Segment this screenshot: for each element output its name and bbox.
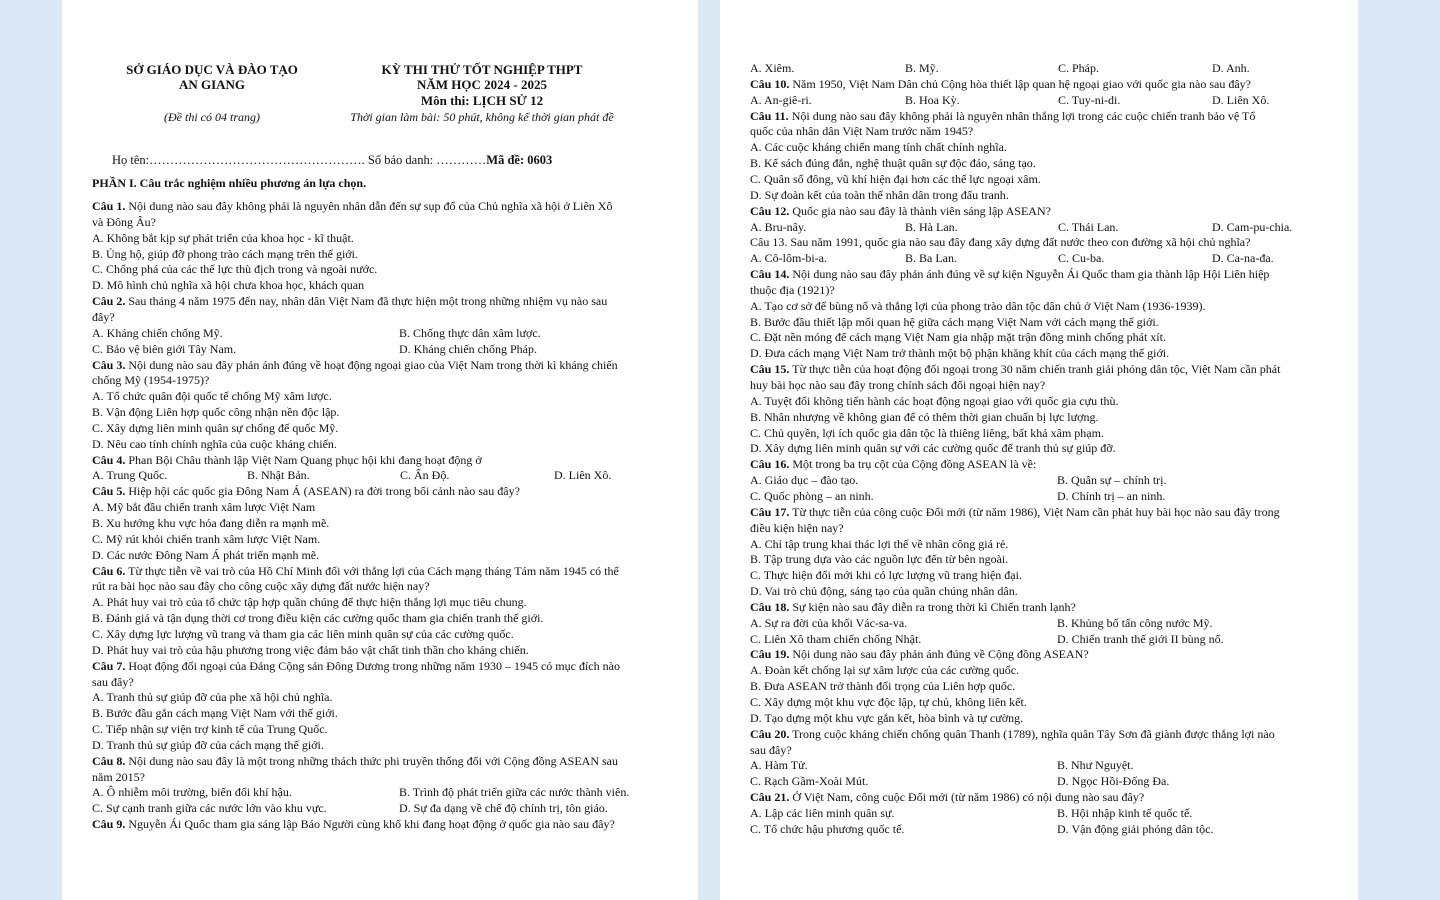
answer-option: A. Trung Quốc. [92,468,168,483]
text-line [750,235,1250,250]
text-line [750,156,1036,171]
line-text: Câu 13. Sau năm 1991, quốc gia nào sau đây đang xây dựng đất nước theo con đường xã hội chủ nghĩa? [750,235,1251,250]
line-text: A. Các cuộc kháng chiến mang tính chất chính nghĩa. [750,140,1007,155]
answer-option: B. Như Nguyệt. [1057,758,1134,773]
text-line [750,521,844,536]
answer-option: A. Cô-lôm-bi-a. [750,251,827,266]
text-line [92,389,332,404]
answer-option: C. Tổ chức hậu phương quốc tế. [750,821,905,836]
text-line [92,643,529,658]
line-text: D. Xây dựng liên minh quân sự với các cường quốc để tranh thủ sự giúp đỡ. [750,441,1116,456]
answer-option: B. Mỹ. [905,61,939,75]
question-stem [750,204,1051,219]
line-text: thuộc địa (1921)? [750,282,835,297]
line-text: Nội dung nào sau đây phản ánh đúng về sự kiện Nguyễn Ái Quốc tham gia thành lập Hội Liên hiệp [789,267,1270,282]
line-text: Nội dung nào sau đây phản ánh đúng về Cộng đồng ASEAN? [789,647,1089,662]
answer-option: A. An-giê-ri. [750,92,812,107]
answer-option: A. Lập các liên minh quân sự. [750,805,895,820]
answer-option: A. Hàm Tử. [750,758,808,773]
line-text: D. Mô hình chủ nghĩa xã hội chưa khoa học, khách quan [92,278,365,293]
answer-option: D. Liên Xô. [1212,92,1270,107]
line-text: điều kiện hiện nay? [750,520,844,535]
text-line [92,247,358,262]
answer-option: A. Ô nhiễm môi trường, biến đổi khí hậu. [92,785,292,800]
question-number: Câu 20. [750,726,790,741]
text-line [750,346,1169,361]
text-line [92,310,115,325]
text-line [750,299,1205,314]
text-line [92,500,315,515]
line-text: B. Ủng hộ, giúp đỡ phong trào cách mạng trên thế giới. [92,246,358,261]
text-line [750,568,1022,583]
text-line [750,315,1159,330]
question-stem [750,457,1036,472]
line-text: A. Đoàn kết chống lại sự xâm lược của các cường quốc. [750,663,1020,678]
question-stem [92,358,618,373]
line-text: C. Tiếp nhận sự viện trợ kinh tế của Trung Quốc. [92,722,328,737]
line-text: C. Quân số đông, vũ khí hiện đại hơn các thế lực ngoại xâm. [750,171,1041,186]
text-line [92,405,339,420]
question-stem [92,564,619,579]
text-line [92,215,156,230]
answer-option: D. Chiến tranh thế giới II bùng nổ. [1057,631,1224,646]
text-line [92,437,337,452]
question-number: Câu 5. [92,484,126,499]
department-name: SỞ GIÁO DỤC VÀ ĐÀO TẠO [126,62,298,77]
question-stem [750,77,1251,92]
text-line [92,548,319,563]
line-text: Từ thực tiễn của hoạt động đối ngoại trong 30 năm chiến tranh giải phóng dân tộc, Việt Nam cần phát [789,362,1281,377]
line-text: B. Kế sách đúng đắn, nghệ thuật quân sự độc đáo, sáng tạo. [750,156,1036,171]
text-line [750,711,1023,726]
line-text: B. Tập trung dựa vào các nguồn lực đến từ bên ngoài. [750,552,1009,567]
line-text: D. Đưa cách mạng Việt Nam trở thành một bộ phận khăng khít của cách mạng thế giới. [750,346,1170,361]
question-number: Câu 4. [92,452,126,467]
text-line [92,690,333,705]
text-line [750,394,1118,409]
line-text: Nội dung nào sau đây là một trong những thách thức phi truyền thống đối với Cộng đồng ASEAN sau [125,753,618,768]
line-text: D. Sự đoàn kết của toàn thể nhân dân trong đấu tranh. [750,187,1009,202]
question-number: Câu 6. [92,563,126,578]
line-text: C. Chống phá của các thế lực thù địch trong và ngoài nước. [92,262,378,277]
line-text: B. Nhân nhượng về không gian để có thêm thời gian chuẩn bị lực lượng. [750,409,1099,424]
answer-option: B. Khủng bố tấn công nước Mỹ. [1057,615,1213,630]
answer-option: C. Thái Lan. [1058,219,1119,234]
answer-option: B. Hội nhập kinh tế quốc tế. [1057,805,1193,820]
question-stem [92,659,620,674]
name-and-id-fields: Họ tên:……………………………………………. Số báo danh: ………… [112,153,487,167]
line-text: C. Xây dựng lực lượng vũ trang và tham gia các liên minh quân sự của các cường quốc. [92,626,514,641]
answer-option: D. Sự đa dạng về chế độ chính trị, tôn giáo. [399,801,608,816]
line-text: Sự kiện nào sau đây diễn ra trong thời kì Chiến tranh lạnh? [789,599,1076,614]
question-stem [750,109,1255,124]
answer-option: C. Bảo vệ biên giới Tây Nam. [92,341,237,356]
text-line [92,532,320,547]
line-text: C. Mỹ rút khỏi chiến tranh xâm lược Việt Nam. [92,531,321,546]
answer-option: D. Liên Xô. [554,468,612,483]
line-text: Hiệp hội các quốc gia Đông Nam Á (ASEAN) ra đời trong bối cảnh nào sau đây? [125,484,520,499]
line-text: rút ra bài học nào sau đây cho công cuộc xây dựng đất nước hiện nay? [92,579,430,594]
question-number: Câu 9. [92,817,126,832]
question-stem [750,267,1269,282]
line-text: sau đây? [92,674,134,689]
line-text: C. Thực hiện đổi mới khi có lực lượng vũ trang hiện đại. [750,568,1022,583]
line-text: A. Tạo cơ sở để bùng nổ và thắng lợi của phong trào dân tộc dân chủ ở Việt Nam (1936-1939). [750,298,1206,313]
text-line [92,595,527,610]
text-line [92,231,354,246]
text-line [750,584,1018,599]
text-line [750,537,1008,552]
line-text: năm 2015? [92,769,145,784]
answer-option: C. Rạch Gầm-Xoài Mút. [750,774,869,789]
text-line [750,140,1007,155]
line-text: Nội dung nào sau đây không phải là nguyên nhân thắng lợi trong các cuộc chiến tranh bảo vệ Tổ [788,108,1256,123]
question-number: Câu 21. [750,790,790,805]
text-line [92,579,430,594]
answer-option: A. Xiêm. [750,61,795,75]
answer-option: B. Trình độ phát triển giữa các nước thành viên. [399,785,630,800]
answer-option: B. Quân sự – chính trị. [1057,473,1167,488]
answer-option: C. Tuy-ni-di. [1058,92,1121,107]
answer-option: A. Sự ra đời của khối Vác-sa-va. [750,615,908,630]
question-number: Câu 7. [92,658,126,673]
question-number: Câu 14. [750,267,790,282]
answer-option: D. Vận động giải phóng dân tộc. [1057,821,1214,836]
answer-option: D. Ngọc Hồi-Đống Đa. [1057,774,1170,789]
answer-option: D. Kháng chiến chống Pháp. [399,341,537,356]
text-line [750,283,835,298]
answer-option: C. Liên Xô tham chiến chống Nhật. [750,631,922,646]
question-stem [750,790,1144,805]
text-line [92,770,145,785]
text-line [92,706,338,721]
line-text: C. Xây dựng một khu vực độc lập, tự chủ, không liên kết. [750,695,1027,709]
question-stem [92,817,615,832]
answer-option: C. Ấn Độ. [400,468,450,483]
answer-option: A. Bru-nây. [750,219,807,234]
question-number: Câu 19. [750,647,790,662]
question-number: Câu 15. [750,362,790,377]
text-line [92,421,338,436]
text-line [92,738,324,753]
line-text: D. Vai trò chủ động, sáng tạo của quần chúng nhân dân. [750,584,1018,599]
exam-duration: Thời gian làm bài: 50 phút, không kể thời gian phát đề [350,110,614,124]
text-line [92,516,329,531]
line-text: A. Chỉ tập trung khai thác lợi thế về nhân công giá rẻ. [750,536,1009,551]
text-line [750,663,1019,678]
exam-page-2 [720,0,1358,900]
answer-option: C. Sự cạnh tranh giữa các nước lớn vào khu vực. [92,801,327,816]
line-text: Quốc gia nào sau đây là thành viên sáng lập ASEAN? [789,203,1051,218]
text-line [750,695,1027,710]
question-number: Câu 17. [750,504,790,519]
question-stem [750,505,1280,520]
line-text: Trong cuộc kháng chiến chống quân Thanh (1789), nghĩa quân Tây Sơn đã giành được thắng lợi nào [789,726,1275,741]
line-text: chống Mỹ (1954-1975)? [92,373,210,388]
school-year: NĂM HỌC 2024 - 2025 [417,77,547,92]
text-line [750,172,1041,187]
line-text: Một trong ba trụ cột của Cộng đồng ASEAN là về: [789,457,1037,472]
line-text: C. Đặt nền móng để cách mạng Việt Nam gia nhập mặt trận đồng minh chống phát xít. [750,330,1166,345]
text-line [750,743,792,758]
line-text: B. Đưa ASEAN trở thành đối trọng của Liên hợp quốc. [750,679,1016,694]
part-title: PHẦN I. Câu trắc nghiệm nhiều phương án lựa chọn. [92,176,367,190]
text-line [92,627,514,642]
line-text: C. Chủ quyền, lợi ích quốc gia dân tộc là thiêng liêng, bất khả xâm phạm. [750,425,1104,440]
question-number: Câu 10. [750,76,790,91]
candidate-info-line [112,153,552,168]
question-stem [750,727,1275,742]
line-text: Hoạt động đối ngoại của Đảng Cộng sản Đông Dương trong những năm 1930 – 1945 có mục đích nào [125,658,620,673]
line-text: quốc của nhân dân Việt Nam trước năm 1945? [750,124,974,139]
text-line [750,410,1099,425]
line-text: A. Phát huy vai trò của tổ chức tập hợp quần chúng để thực hiện thắng lợi mục tiêu chung. [92,595,527,610]
text-line [750,426,1104,441]
question-stem [92,294,607,309]
line-text: A. Tuyệt đối không tiến hành các hoạt động ngoại giao với quốc gia cựu thù. [750,393,1119,408]
line-text: B. Bước đầu thiết lập mối quan hệ giữa cách mạng Việt Nam với cách mạng thế giới. [750,314,1159,329]
line-text: B. Vận động Liên hợp quốc công nhận nền độc lập. [92,405,340,420]
question-number: Câu 18. [750,599,790,614]
answer-option: D. Anh. [1212,61,1250,75]
line-text: B. Xu hướng khu vực hóa đang diễn ra mạnh mẽ. [92,516,330,530]
line-text: A. Không bắt kịp sự phát triển của khoa học - kĩ thuật. [92,230,354,245]
line-text: D. Các nước Đông Nam Á phát triển mạnh mẽ. [92,547,320,562]
text-line [750,124,973,139]
answer-option: D. Cam-pu-chia. [1212,219,1293,234]
text-line [92,373,209,388]
question-stem [92,453,482,468]
line-text: D. Tạo dựng một khu vực gắn kết, hòa bình và tự cường. [750,710,1024,725]
line-text: C. Xây dựng liên minh quân sự chống đế quốc Mỹ. [92,420,339,435]
exam-title: KỲ THI THỬ TỐT NGHIỆP THPT [381,62,583,77]
question-stem [750,362,1280,377]
question-number: Câu 11. [750,108,789,123]
answer-option: B. Nhật Bản. [247,468,310,483]
question-stem [92,199,612,214]
exam-code: Mã đề: 0603 [486,153,553,167]
line-text: Nguyễn Ái Quốc tham gia sáng lập Báo Người cùng khổ khi đang hoạt động ở quốc gia nào sau đây? [125,817,615,832]
exam-page-1 [62,0,698,900]
page-count-note: (Đề thi có 04 trang) [164,110,260,124]
line-text: D. Nêu cao tính chính nghĩa của cuộc kháng chiến. [92,436,337,451]
line-text: Từ thực tiễn của công cuộc Đổi mới (từ năm 1986), Việt Nam cần phát huy bài học nào sau đây trong [789,504,1280,519]
line-text: Nội dung nào sau đây phản ánh đúng về hoạt động ngoại giao của Việt Nam trong thời kì kháng chiến [125,357,618,372]
text-line [750,378,1045,393]
line-text: Ở Việt Nam, công cuộc Đổi mới (từ năm 1986) có nội dung nào sau đây? [789,790,1145,805]
text-line [750,679,1015,694]
text-line [750,552,1008,567]
text-line [92,278,364,293]
line-text: A. Tổ chức quân đội quốc tế chống Mỹ xâm lược. [92,389,332,404]
text-line [750,188,1009,203]
line-text: D. Tranh thủ sự giúp đỡ của cách mạng thế giới. [92,737,324,752]
answer-option: A. Giáo dục – đào tạo. [750,473,859,488]
line-text: B. Bước đầu gắn cách mạng Việt Nam với thế giới. [92,706,338,721]
text-line [92,611,543,626]
question-stem [750,647,1089,662]
text-line [750,441,1116,456]
line-text: B. Đánh giá và tận dụng thời cơ trong điều kiện các cường quốc tham gia chiến tranh thế giới. [92,611,544,626]
line-text: A. Tranh thủ sự giúp đỡ của phe xã hội chủ nghĩa. [92,690,333,705]
answer-option: A. Kháng chiến chống Mỹ. [92,325,223,340]
answer-option: C. Cu-ba. [1058,251,1105,266]
line-text: Sau tháng 4 năm 1975 đến nay, nhân dân Việt Nam đã thực hiện một trong những nhiệm vụ nào sau [125,294,608,309]
answer-option: B. Chống thực dân xâm lược. [399,325,541,340]
answer-option: D. Chính trị – an ninh. [1057,488,1166,503]
line-text: đây? [92,309,115,324]
line-text: Từ thực tiễn về vai trò của Hồ Chí Minh đối với thắng lợi của Cách mạng tháng Tám năm 1945 có thể [125,563,619,578]
text-line [92,675,134,690]
province-name: AN GIANG [178,77,246,92]
answer-option: B. Hà Lan. [905,219,958,234]
question-number: Câu 1. [92,199,126,213]
question-number: Câu 8. [92,753,126,768]
answer-option: B. Hoa Kỳ. [905,92,960,107]
line-text: D. Phát huy vai trò của hậu phương trong việc đảm bảo vật chất tinh thần cho kháng chiến. [92,642,529,657]
subject-title: Môn thi: LỊCH SỬ 12 [420,93,544,108]
question-number: Câu 12. [750,203,790,218]
text-line [750,330,1166,345]
question-number: Câu 3. [92,357,126,372]
line-text: Nội dung nào sau đây không phải là nguyên nhân dẫn đến sự sụp đổ của Chủ nghĩa xã hội ở Liên Xô [125,199,613,213]
question-stem [92,484,520,499]
question-stem [750,600,1076,615]
line-text: A. Mỹ bắt đầu chiến tranh xâm lược Việt Nam [92,500,316,515]
question-number: Câu 2. [92,294,126,309]
answer-option: D. Ca-na-đa. [1212,251,1274,266]
answer-option: B. Ba Lan. [905,251,957,266]
line-text: huy bài học nào sau đây trong chính sách đối ngoại hiện nay? [750,378,1046,392]
question-number: Câu 16. [750,457,790,472]
line-text: sau đây? [750,742,792,757]
text-line [92,262,377,277]
question-stem [92,754,618,769]
answer-option: C. Quốc phòng – an ninh. [750,488,874,503]
line-text: Phan Bội Châu thành lập Việt Nam Quang phục hội khi đang hoạt động ở [125,452,482,467]
answer-option: C. Pháp. [1058,61,1100,75]
text-line [92,722,328,737]
line-text: và Đông Âu? [92,214,156,229]
line-text: Năm 1950, Việt Nam Dân chủ Cộng hòa thiết lập quan hệ ngoại giao với quốc gia nào sau đây? [789,76,1251,91]
